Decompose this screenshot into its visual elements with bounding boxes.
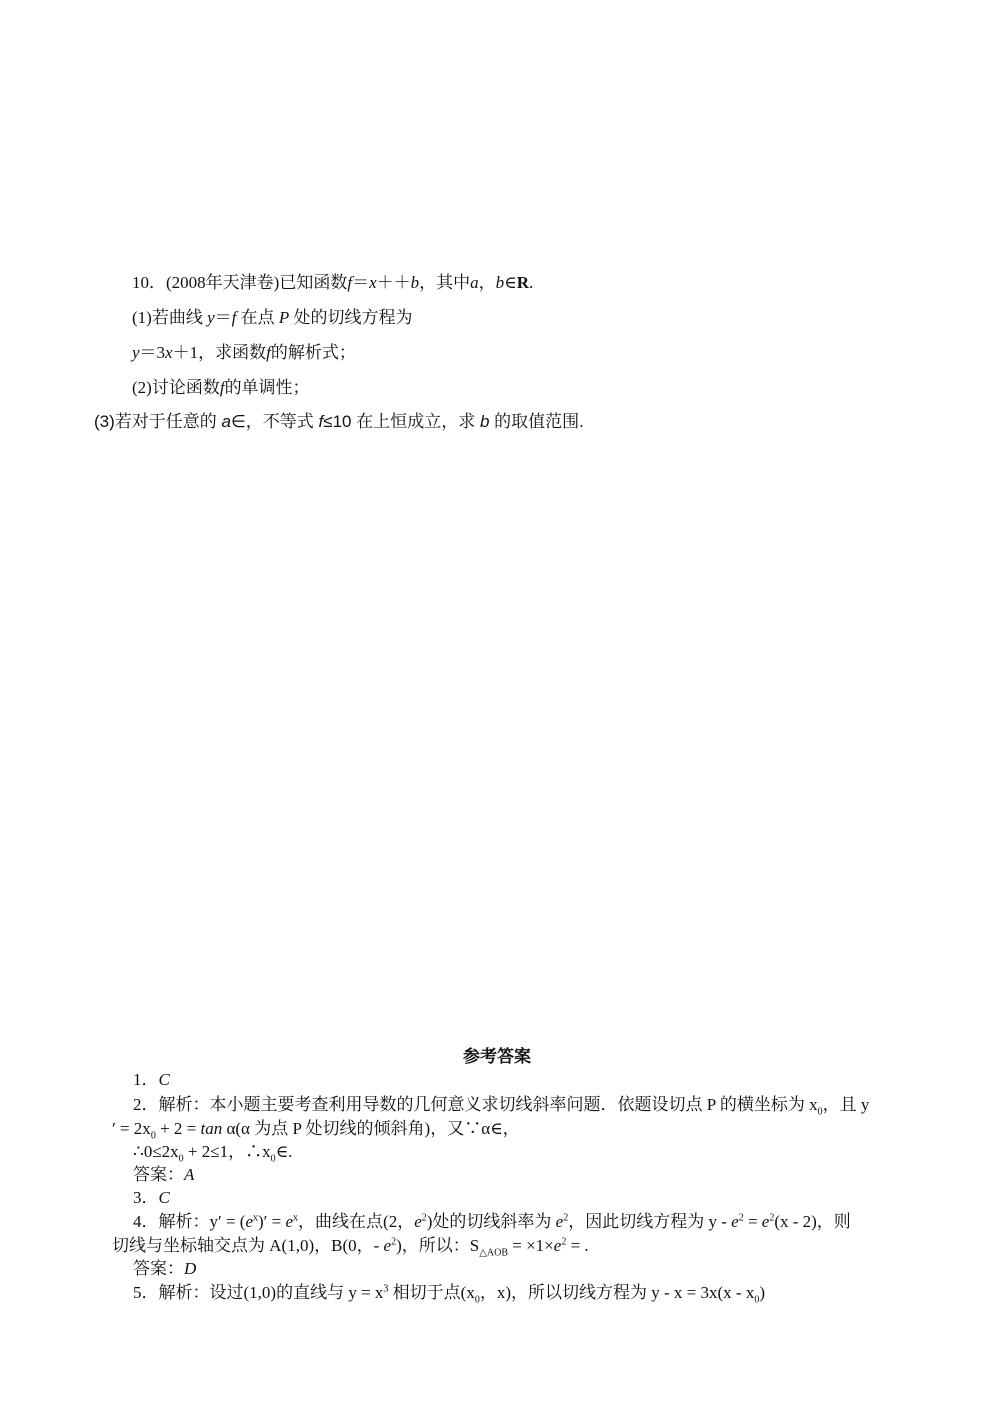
text: ∈，不等式 (230, 412, 319, 431)
var: e (414, 1212, 422, 1231)
superscript: x (253, 1212, 259, 1224)
var: P (278, 308, 290, 327)
text: = . (566, 1236, 589, 1255)
text: ，且 y (822, 1095, 870, 1114)
reals-symbol: R (516, 273, 529, 292)
answer-2-line-2 (112, 1119, 520, 1142)
subscript: 0 (754, 1294, 760, 1306)
answer-2-result (133, 1165, 194, 1185)
answer-value: D (184, 1259, 197, 1278)
var: f (219, 378, 225, 397)
superscript: 3 (383, 1283, 389, 1295)
text: = (743, 1212, 762, 1231)
text: ′ = 2x (112, 1119, 151, 1138)
var: b (410, 273, 420, 292)
subscript: △AOB (479, 1247, 508, 1259)
var: b (495, 273, 505, 292)
text: (3)若对于任意的 (94, 412, 222, 431)
answer-3 (133, 1188, 170, 1208)
text: 的取值范围. (489, 412, 584, 431)
superscript: 2 (561, 1236, 567, 1248)
var: a (470, 273, 479, 292)
var: f (318, 412, 324, 431)
text: ∈ (504, 273, 517, 292)
problem-source: (2008年天津卷) (166, 273, 280, 292)
var: e (383, 1236, 392, 1255)
answers-title: 参考答案 (463, 1047, 531, 1066)
problem-line-5 (94, 412, 584, 432)
text: ) (759, 1283, 765, 1302)
subscript: 0 (150, 1130, 156, 1142)
answer-value: A (184, 1165, 195, 1184)
text: )处的切线斜率为 (426, 1212, 556, 1231)
text: α(α 为点 P 处切线的倾斜角)，又∵α∈， (222, 1119, 520, 1138)
var: b (479, 412, 490, 431)
problem-line-3 (132, 343, 356, 363)
var: f (266, 343, 271, 362)
text: ≤10 在上恒成立，求 (323, 412, 480, 431)
var: f (347, 273, 353, 292)
text: 1． (133, 1070, 159, 1089)
text: 的解析式； (270, 343, 356, 362)
var: f (231, 308, 237, 327)
text: = ×1× (508, 1236, 554, 1255)
problem-line-4 (132, 378, 310, 398)
var: e (285, 1212, 294, 1231)
var: y (207, 308, 215, 327)
tan-text: tan (200, 1119, 223, 1138)
superscript: 2 (421, 1212, 427, 1224)
text: ＋1，求函数 (172, 343, 267, 362)
var: e (245, 1212, 254, 1231)
text: 3． (133, 1188, 159, 1207)
text: ＋＋ (376, 273, 411, 292)
var: x (165, 343, 173, 362)
subscript: 0 (178, 1153, 184, 1165)
text: 处的切线方程为 (289, 308, 413, 327)
text: )′ = (258, 1212, 286, 1231)
text: 在点 (236, 308, 279, 327)
text: . (528, 273, 534, 292)
subscript: 0 (474, 1294, 480, 1306)
superscript: 2 (563, 1212, 569, 1224)
superscript: 2 (769, 1212, 775, 1224)
text: 相切于点(x (388, 1283, 475, 1302)
answer-value: C (158, 1070, 170, 1089)
text: ， (478, 273, 496, 292)
text: ，曲线在点(2， (298, 1212, 415, 1231)
answer-4-line-1 (133, 1212, 851, 1232)
answer-4-line-2 (112, 1236, 589, 1259)
var: a (221, 412, 231, 431)
var: y (132, 343, 140, 362)
text: 的单调性； (224, 378, 310, 397)
text: ，因此切线方程为 y - (568, 1212, 732, 1231)
text: 答案： (133, 1259, 184, 1278)
var: e (555, 1212, 564, 1231)
var: x (369, 273, 377, 292)
problem-line-2 (132, 308, 413, 328)
problem-number: 10． (132, 273, 166, 292)
answer-4-result (133, 1259, 196, 1279)
subscript: 0 (817, 1106, 823, 1118)
answer-5 (133, 1283, 765, 1306)
superscript: x (293, 1212, 299, 1224)
text: 切线与坐标轴交点为 A(1,0)，B(0，- (112, 1236, 384, 1255)
text: ，其中 (419, 273, 471, 292)
text: 已知函数 (279, 273, 348, 292)
text: 5．解析：设过(1,0)的直线与 y = x (133, 1283, 384, 1302)
problem-line-1 (132, 273, 533, 293)
text: ＝ (214, 308, 232, 327)
text: ＝3 (139, 343, 166, 362)
answer-2-line-3 (133, 1142, 293, 1165)
text: ＝ (352, 273, 370, 292)
answer-2-line-1 (133, 1095, 870, 1118)
text: 答案： (133, 1165, 184, 1184)
superscript: 2 (391, 1236, 397, 1248)
text: )，所以：S (396, 1236, 480, 1255)
text: ∴0≤2x (133, 1142, 179, 1161)
text: + 2 = (155, 1119, 201, 1138)
text: (1)若曲线 (132, 308, 208, 327)
text: ∈. (275, 1142, 293, 1161)
text: ，x)，所以切线方程为 y - x = 3x(x - x (479, 1283, 755, 1302)
text: 4．解析：y′ = ( (133, 1212, 246, 1231)
answer-1 (133, 1070, 170, 1090)
text: (2)讨论函数 (132, 378, 220, 397)
var: e (553, 1236, 562, 1255)
var: e (731, 1212, 739, 1231)
text: 2．解析：本小题主要考查利用导数的几何意义求切线斜率问题．依题设切点 P 的横坐标为 x (133, 1095, 818, 1114)
var: e (761, 1212, 770, 1231)
subscript: 0 (270, 1153, 276, 1165)
text: + 2≤1，∴x (183, 1142, 271, 1161)
answer-value: C (158, 1188, 170, 1207)
superscript: 2 (738, 1212, 744, 1224)
text: (x - 2)，则 (774, 1212, 851, 1231)
